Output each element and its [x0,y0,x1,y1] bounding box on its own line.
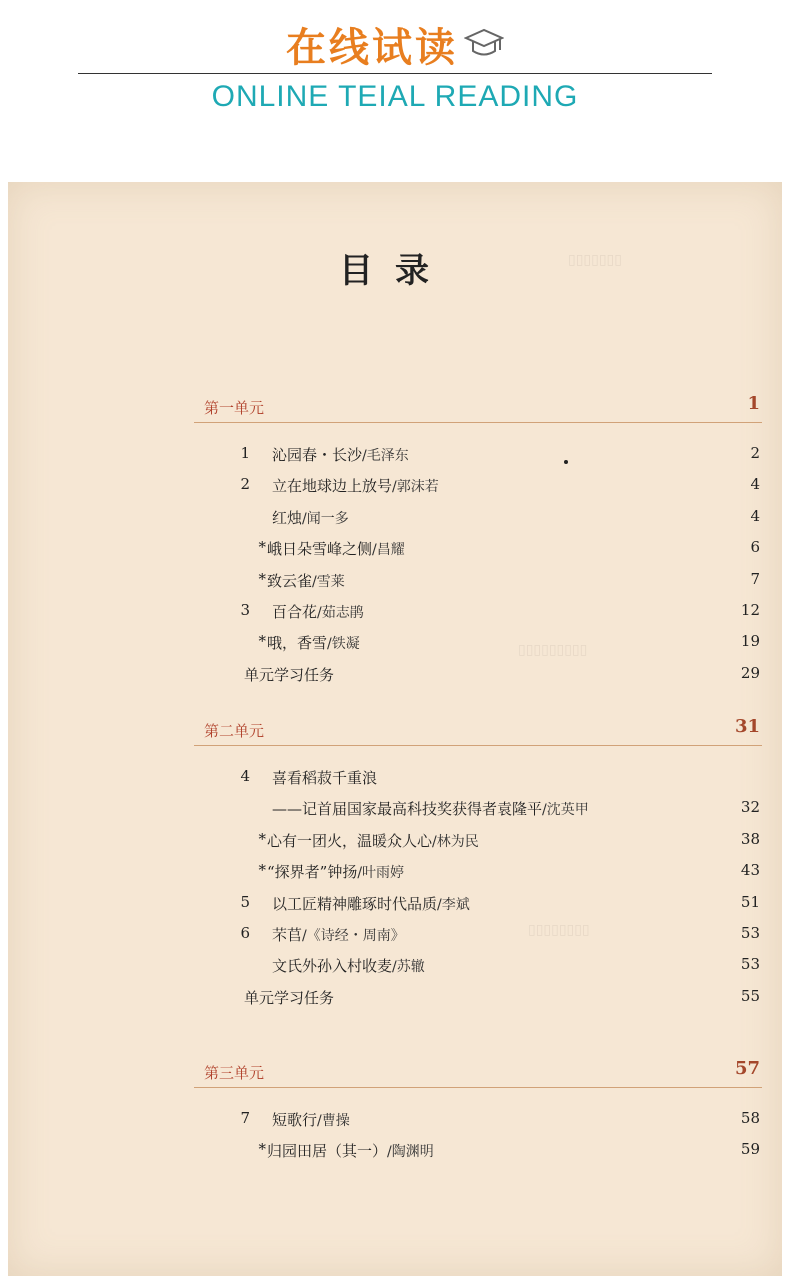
bleed-through-decoration: ▯▯▯▯▯▯▯▯▯ [518,642,588,658]
entry-page-number: 55 [740,986,760,1005]
banner-divider [78,73,712,74]
entry-title [272,798,589,819]
entry-title [272,475,439,496]
entry-author: /郭沫若 [392,479,439,496]
entry-title-text: 沁园春・长沙 [272,446,363,464]
entry-title-text: 峨日朵雪峰之侧 [267,540,373,559]
optional-marker: * [258,569,266,588]
entry-page-number: 53 [740,924,760,942]
optional-marker: * [258,632,266,651]
unit-page-number: 57 [734,1058,760,1079]
unit-divider [194,745,762,746]
unit-page-number: 31 [734,716,760,737]
entry-number: 1 [240,444,250,462]
toc-entry [0,830,790,854]
entry-title [272,1109,350,1130]
toc-entry [0,632,790,656]
banner-title: 在线试读 [286,24,458,71]
toc-entry [0,570,790,594]
entry-page-number: 4 [750,475,760,494]
entry-title [267,861,404,882]
entry-title [272,924,405,945]
entry-page-number: 29 [740,663,760,682]
entry-title-text: “探界者”钟扬 [267,863,358,882]
entry-title-text: 心有一团火，温暖众人心 [267,831,433,850]
entry-number: 4 [240,767,250,785]
entry-title-text: 立在地球边上放号 [272,477,393,496]
entry-page-number: 19 [740,632,760,651]
entry-page-number: 59 [740,1140,760,1159]
bleed-through-decoration: ▯▯▯▯▯▯▯▯ [528,922,590,938]
banner-subtitle: ONLINE TEIAL READING [211,80,579,113]
stray-dot [564,460,568,464]
toc-entry [0,767,790,791]
entry-page-number: 2 [750,444,760,462]
toc-entry [0,798,790,822]
entry-author: /叶雨婷 [357,865,405,882]
entry-page-number: 43 [740,861,760,880]
entry-title-text: 单元学习任务 [244,665,335,684]
entry-page-number: 51 [740,892,760,911]
entry-page-number: 6 [750,538,760,557]
optional-marker: * [258,1140,266,1159]
banner-header [0,14,790,74]
entry-page-number: 7 [750,569,760,588]
unit-label: 第一单元 [204,399,265,417]
entry-author: /毛泽东 [362,448,409,464]
toc-entry [0,955,790,979]
toc-entry [0,475,790,499]
entry-author: /雪莱 [312,573,345,590]
entry-title [272,955,425,976]
toc-entry [0,507,790,531]
entry-author: /《诗经・周南》 [302,928,405,944]
entry-number: 7 [240,1109,250,1127]
entry-title [272,893,470,914]
entry-title [267,632,360,653]
entry-page-number: 12 [740,601,760,619]
entry-title-text: ——记首届国家最高科技奖获得者袁隆平 [272,800,543,819]
optional-marker: * [258,538,266,557]
entry-title [267,538,405,559]
entry-title-text: 百合花 [272,603,318,621]
entry-author: /苏辙 [392,959,425,976]
entry-title [272,767,377,788]
entry-page-number: 53 [740,955,760,974]
entry-author: /林为民 [432,833,479,850]
entry-author: /沈英甲 [542,802,589,819]
entry-number: 5 [240,892,250,911]
entry-page-number: 32 [740,798,760,817]
entry-author: /陶渊明 [387,1144,434,1161]
bleed-through-decoration: ▯▯▯▯▯▯▯ [568,252,622,268]
toc-entry [0,1109,790,1133]
entry-title [272,444,409,465]
entry-author: /昌耀 [372,542,405,559]
unit-divider [194,1087,762,1088]
unit-label: 第三单元 [204,1064,265,1082]
unit-divider [194,422,762,423]
toc-entry [0,664,790,688]
entry-author: /李斌 [437,896,470,913]
entry-page-number: 4 [750,506,760,525]
entry-title-text: 喜看稻菽千重浪 [272,769,378,787]
toc-entry [0,987,790,1011]
entry-title-text: 归园田居（其一） [267,1142,388,1161]
toc-entry [0,601,790,625]
entry-title-text: 致云雀 [267,571,313,590]
toc-entry [0,861,790,885]
entry-title-text: 以工匠精神雕琢时代品质 [272,894,438,913]
toc-entry [0,893,790,917]
entry-number: 6 [240,924,250,942]
entry-title [272,507,349,528]
entry-author: /曹操 [317,1113,350,1129]
toc-entry [0,1140,790,1164]
optional-marker: * [258,829,266,848]
entry-title-text: 文氏外孙入村收麦 [272,957,393,976]
entry-page-number: 38 [740,829,760,848]
entry-number: 3 [240,601,250,619]
entry-title [272,601,364,622]
entry-title-text: 哦，香雪 [267,634,328,653]
unit-label: 第二单元 [204,722,265,740]
optional-marker: * [258,861,266,880]
unit-page-number: 1 [747,393,760,414]
entry-number: 2 [240,475,250,494]
entry-title [267,570,345,591]
entry-author: /闻一多 [302,510,349,527]
entry-title [244,987,334,1008]
entry-title-text: 红烛 [272,508,303,527]
toc-title: 目录 [339,251,451,291]
entry-page-number: 58 [740,1109,760,1127]
entry-title-text: 芣苢 [272,926,303,944]
toc-entry [0,924,790,948]
graduation-cap-icon [464,26,504,62]
entry-title [267,1140,434,1161]
entry-title [244,664,334,685]
toc-entry [0,444,790,468]
entry-author: /铁凝 [327,636,360,653]
entry-title-text: 短歌行 [272,1111,318,1129]
entry-title-text: 单元学习任务 [244,988,335,1007]
entry-title [267,830,479,851]
entry-author: /茹志鹃 [317,605,364,621]
toc-entry [0,538,790,562]
